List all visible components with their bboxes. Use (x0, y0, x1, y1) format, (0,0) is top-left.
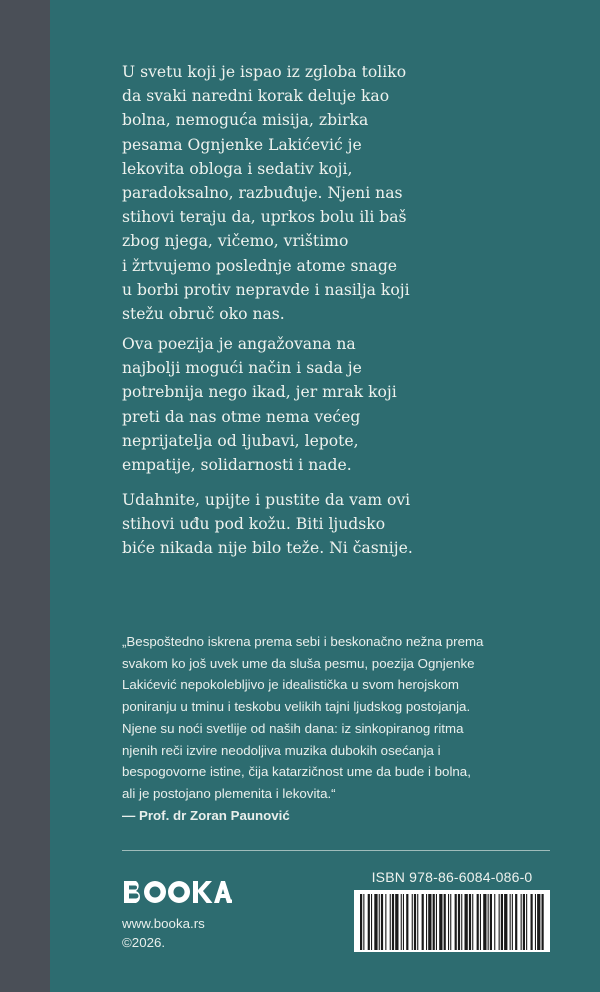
book-spine (0, 0, 50, 992)
text-line: empatije, solidarnosti i nade. (122, 456, 352, 475)
quote-line: Lakićević nepokolebljivo je idealistička u svom herojskom (122, 677, 460, 693)
text-line: da svaki naredni korak deluje kao (122, 87, 390, 106)
blurb-paragraph-1 (122, 60, 410, 326)
text-line: potrebnija nego ikad, jer mrak koji (122, 383, 397, 402)
publication-year: ©2026. (122, 935, 166, 950)
text-line: zbog njega, vičemo, vrištimo (122, 232, 349, 251)
booka-logo-icon (122, 877, 232, 905)
barcode-icon (354, 890, 550, 952)
text-line: U svetu koji je ispao iz zgloba toliko (122, 63, 407, 81)
quote-line: bespogovorne istine, čija katarzičnost ume da bude i bolna, (122, 764, 471, 780)
text-line: najbolji mogući način i sada je (122, 359, 362, 378)
quote-line: „Bespoštedno iskrena prema sebi i beskonačno nežna prema (122, 634, 484, 649)
text-line: Ova poezija je angažovana na (122, 335, 356, 353)
quote-line: poniranju u tminu i teskobu velikih tajni ljudskog postojanja. (122, 699, 471, 715)
quote-author: — Prof. dr Zoran Paunović (122, 807, 290, 823)
quote-line: ali je postojano plemenita i lekovita.“ (122, 785, 336, 801)
publisher-website: www.booka.rs (122, 916, 205, 931)
text-line: u borbi protiv nepravde i nasilja koji (122, 280, 410, 299)
text-line: stihovi teraju da, uprkos bolu ili baš (122, 208, 407, 227)
text-line: neprijatelja od ljubavi, lepote, (122, 431, 359, 450)
text-line: Udahnite, upijte i pustite da vam ovi (122, 491, 411, 509)
isbn-number: ISBN 978-86-6084-086-0 (371, 869, 533, 885)
text-line: bolna, nemoguća misija, zbirka (122, 111, 369, 130)
text-line: pesama Ognjenke Lakićević je (122, 135, 362, 154)
divider (122, 850, 550, 851)
text-line: lekovita obloga i sedativ koji, (122, 159, 353, 178)
text-line: preti da nas otme nema većeg (122, 407, 361, 426)
blurb-paragraph-2 (122, 332, 397, 477)
back-cover (50, 0, 600, 992)
publisher-info (122, 914, 205, 952)
review-quote (122, 631, 552, 826)
quote-line: njenih reči izvire neodoljiva muzika dubokih osećanja i (122, 742, 441, 758)
text-line: paradoksalno, razbuđuje. Njeni nas (122, 184, 403, 203)
quote-line: Njene su noći svetlije od naših dana: iz sinkopiranog ritma (122, 720, 464, 736)
blurb-paragraph-3 (122, 488, 413, 561)
text-line: biće nikada nije bilo teže. Ni časnije. (122, 539, 413, 558)
text-line: stihovi uđu pod kožu. Biti ljudsko (122, 515, 386, 534)
text-line: i žrtvujemo poslednje atome snage (122, 256, 398, 275)
text-line: stežu obruč oko nas. (122, 305, 285, 324)
quote-line: svakom ko još uvek ume da sluša pesmu, poezija Ognjenke (122, 655, 475, 671)
